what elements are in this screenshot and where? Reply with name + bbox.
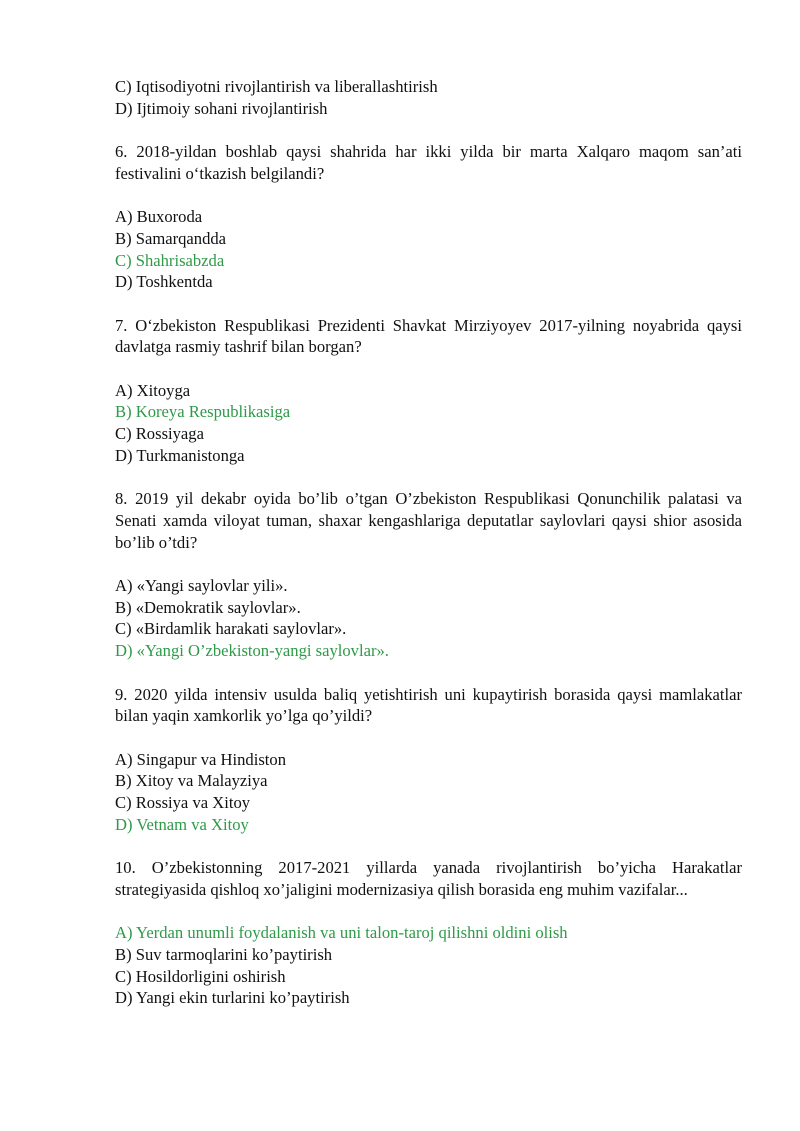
question-10-options [115,922,742,1009]
document-page [115,76,742,1009]
question-7-text: 7. O‘zbekiston Respublikasi Prezidenti Shavkat Mirziyoyev 2017-yilning noyabrida qaysi davlatga rasmiy tashrif bilan borgan? [115,315,742,357]
question-6 [115,141,742,184]
option-10a-correct: A) Yerdan unumli foydalanish va uni talon-taroj qilishni oldini olish [115,923,568,943]
question-7 [115,315,742,358]
option-8a: A) «Yangi saylovlar yili». [115,576,288,596]
option-8c: C) «Birdamlik harakati saylovlar». [115,619,347,639]
option-7a: A) Xitoyga [115,380,191,400]
option-8b: B) «Demokratik saylovlar». [115,597,301,617]
question-6-text: 6. 2018-yildan boshlab qaysi shahrida har ikki yilda bir marta Xalqaro maqom san’ati festivalini o‘tkazish belgilandi? [115,142,742,183]
option-10b: B) Suv tarmoqlarini ko’paytirish [115,944,333,964]
option-7c: C) Rossiyaga [115,424,204,444]
option-7d: D) Turkmanistonga [115,445,245,465]
option-6a: A) Buxoroda [115,207,203,227]
option-9b: B) Xitoy va Malayziya [115,771,268,791]
question-9 [115,684,742,727]
question-8 [115,488,742,553]
option-9a: A) Singapur va Hindiston [115,749,286,769]
question-10-text: 10. O’zbekistonning 2017-2021 yillarda yanada rivojlantirish bo’yicha Harakatlar strategiyasida qishloq xo’jaligini modernizasiya qilish borasida eng muhim vazifalar... [115,858,742,899]
question-6-options [115,206,742,293]
option-6b: B) Samarqandda [115,228,227,248]
question-7-options [115,380,742,467]
question-8-text: 8. 2019 yil dekabr oyida bo’lib o’tgan O’zbekiston Respublikasi Qonunchilik palatasi va Senati xamda viloyat tuman, shaxar kengashlariga deputatlar saylovlari qaysi shior asosida bo’lib o’tdi? [115,489,742,552]
option-6c-correct: C) Shahrisabzda [115,250,225,270]
option-10d: D) Yangi ekin turlarini ko’paytirish [115,988,350,1008]
option-5d: D) Ijtimoiy sohani rivojlantirish [115,98,328,118]
carryover-options [115,76,742,119]
question-8-options [115,575,742,662]
question-9-text: 9. 2020 yilda intensiv usulda baliq yetishtirish uni kupaytirish borasida qaysi mamlakatlar bilan yaqin xamkorlik yo’lga qo’yildi? [115,684,742,726]
option-8d-correct: D) «Yangi O’zbekiston-yangi saylovlar». [115,641,389,661]
option-9d-correct: D) Vetnam va Xitoy [115,814,249,834]
option-10c: C) Hosildorligini oshirish [115,966,286,986]
question-10 [115,857,742,900]
question-9-options [115,749,742,836]
option-9c: C) Rossiya va Xitoy [115,793,251,813]
option-6d: D) Toshkentda [115,272,213,292]
option-7b-correct: B) Koreya Respublikasiga [115,402,291,422]
option-5c: C) Iqtisodiyotni rivojlantirish va liberallashtirish [115,77,438,96]
